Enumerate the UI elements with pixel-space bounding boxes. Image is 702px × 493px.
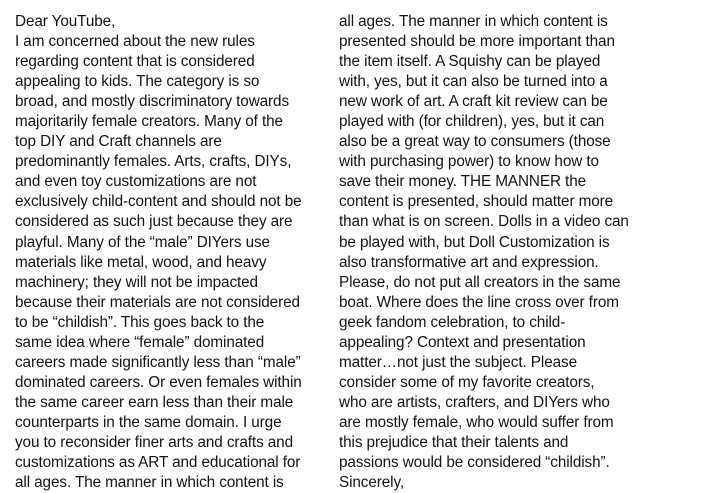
text-line: broad, and mostly discriminatory towards bbox=[15, 93, 290, 111]
text-line: also transformative art and expression. bbox=[339, 253, 599, 271]
text-line: Sincerely, bbox=[339, 474, 405, 492]
text-line: to be “childish”. This goes back to the bbox=[15, 313, 265, 331]
text-line: playful. Many of the “male” DIYers use bbox=[15, 233, 270, 251]
text-line: content is presented, should matter more bbox=[339, 193, 614, 211]
text-line: Dear YouTube, bbox=[15, 13, 116, 30]
text-line: presented should be more important than bbox=[339, 33, 615, 51]
text-line: exclusively child-content and should not be bbox=[15, 193, 302, 211]
text-line: with, yes, but it can also be turned into a bbox=[339, 73, 608, 91]
text-line: be played with, but Doll Customization is bbox=[339, 233, 610, 251]
text-line: materials like metal, wood, and heavy bbox=[15, 253, 267, 271]
text-line: with purchasing power) to know how to bbox=[339, 153, 599, 171]
text-line: predominantly females. Arts, crafts, DIYs, bbox=[15, 153, 292, 171]
text-line: appealing? Context and presentation bbox=[339, 333, 586, 351]
text-line: save their money. THE MANNER the bbox=[339, 173, 587, 191]
text-line: played with (for children), yes, but it can bbox=[339, 113, 605, 131]
text-line: Please, do not put all creators in the same bbox=[339, 273, 621, 291]
letter-left-column bbox=[15, 12, 302, 493]
text-line: all ages. The manner in which content is bbox=[339, 13, 608, 30]
text-line: who are artists, crafters, and DIYers who bbox=[339, 393, 610, 411]
text-line: I am concerned about the new rules bbox=[15, 33, 255, 51]
text-line: customizations as ART and educational for bbox=[15, 454, 301, 472]
text-line: appealing to kids. The category is so bbox=[15, 73, 260, 91]
text-line: regarding content that is considered bbox=[15, 53, 255, 71]
text-line: all ages. The manner in which content is bbox=[15, 474, 284, 492]
text-line: top DIY and Craft channels are bbox=[15, 133, 222, 151]
text-line: matter…not just the subject. Please bbox=[339, 353, 577, 371]
text-line: geek fandom celebration, to child- bbox=[339, 313, 566, 331]
text-line: machinery; they will not be impacted bbox=[15, 273, 258, 291]
text-line: than what is on screen. Dolls in a video can bbox=[339, 213, 629, 231]
text-line: careers made significantly less than “male” bbox=[15, 353, 301, 371]
text-line: and even toy customizations are not bbox=[15, 173, 257, 191]
text-line: also be a great way to consumers (those bbox=[339, 133, 611, 151]
text-line: dominated careers. Or even females within bbox=[15, 373, 302, 391]
text-line: new work of art. A craft kit review can be bbox=[339, 93, 608, 111]
text-line: same idea where “female” dominated bbox=[15, 333, 265, 351]
text-line: consider some of my favorite creators, bbox=[339, 373, 595, 391]
text-line: you to reconsider finer arts and crafts and bbox=[15, 433, 293, 451]
text-line: this prejudice that their talents and bbox=[339, 433, 569, 451]
text-line: counterparts in the same domain. I urge bbox=[15, 413, 282, 431]
letter-right-column bbox=[339, 12, 629, 493]
text-line: the item itself. A Squishy can be played bbox=[339, 53, 601, 71]
text-line: because their materials are not considered bbox=[15, 293, 300, 311]
text-line: the same career earn less than their male bbox=[15, 393, 294, 411]
text-line: considered as such just because they are bbox=[15, 213, 293, 231]
text-line: boat. Where does the line cross over from bbox=[339, 293, 619, 311]
text-line: passions would be considered “childish”. bbox=[339, 454, 610, 472]
text-line: majoritarily female creators. Many of the bbox=[15, 113, 283, 131]
text-line: are mostly female, who would suffer from bbox=[339, 413, 614, 431]
